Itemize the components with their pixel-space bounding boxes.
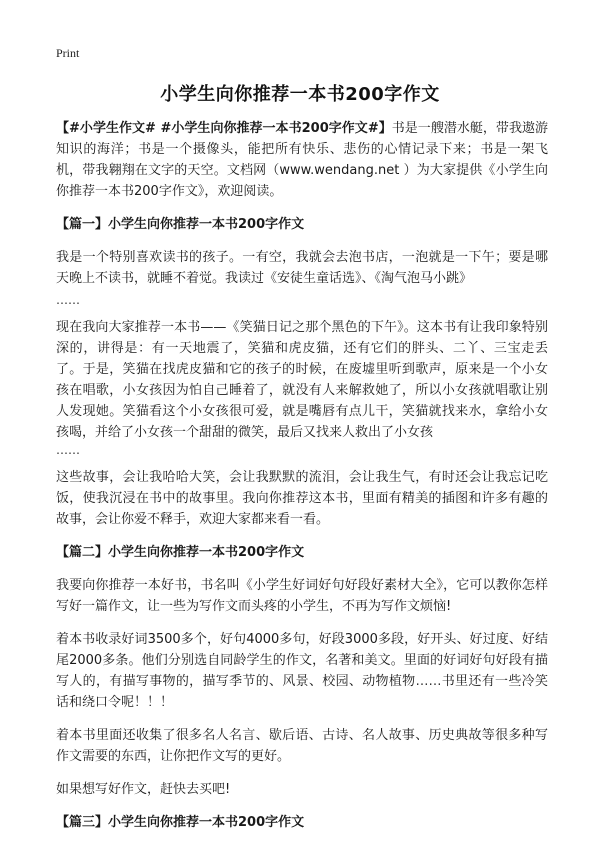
section-1-paragraph-1: 我是一个特别喜欢读书的孩子。一有空，我就会去泡书店，一泡就是一下午；要是哪天晚上不读书，就睡不着觉。我读过《安徒生童话选》、《淘气泡马小跳》 [56, 250, 548, 286]
ellipsis-2: …… [56, 443, 80, 457]
section-2-paragraph-2-tail: 书里还有一些冷笑话和绕口令呢！！！ [56, 674, 548, 710]
section-1-paragraph-3: 这些故事，会让我哈哈大笑，会让我默默的流泪，会让我生气，有时还会让我忘记吃饭，使我沉浸在书中的故事里。我向你推荐这本书，里面有精美的插图和许多有趣的故事，会让你爱不释手，欢迎大家都来看一看。 [56, 470, 548, 527]
section-2-paragraph-4: 如果想写好作文，赶快去买吧! [56, 782, 231, 797]
section-heading-2: 【篇二】小学生向你推荐一本书200字作文 [56, 545, 305, 560]
intro-tag: 【#小学生作文# #小学生向你推荐一本书200字作文#】 [56, 121, 392, 136]
intro-text: 书是一艘潜水艇，带我遨游知识的海洋；书是一个摄像头，能把所有快乐、悲伤的心情记录下来；书是一架飞机，带我翱翔在文字的天空。文档网（www.wendang.net ）为大家提供《小学生向你推荐一本书200字作文》，欢迎阅读。 [56, 121, 548, 199]
ellipsis-1: …… [56, 293, 80, 307]
page-title: 小学生向你推荐一本书200字作文 [160, 84, 440, 105]
intro-paragraph [56, 118, 548, 202]
section-2-paragraph-1: 我要向你推荐一本好书，书名叫《小学生好词好句好段好素材大全》，它可以教你怎样写好一篇作文，让一些为写作文而头疼的小学生，不再为写作文烦恼! [56, 578, 548, 614]
section-2-paragraph-2 [56, 629, 548, 713]
section-heading-3: 【篇三】小学生向你推荐一本书200字作文 [56, 815, 305, 830]
section-heading-1: 【篇一】小学生向你推荐一本书200字作文 [56, 217, 305, 232]
article-body [56, 118, 548, 845]
print-link[interactable]: Print [56, 46, 80, 60]
section-2-paragraph-3: 着本书里面还收集了很多名人名言、歇后语、古诗、名人故事、历史典故等很多种写作文需要的东西，让你把作文写的更好。 [56, 728, 548, 764]
section-1-paragraph-2: 现在我向大家推荐一本书——《笑猫日记之那个黑色的下午》。这本书有让我印象特别深的，讲得是：有一天地震了，笑猫和虎皮猫，还有它们的胖头、二丫、三宝走丢了。于是，笑猫在找虎皮猫和它的孩子的时候，在废墟里听到歌声，原来是一个小女孩在唱歌，小女孩因为怕自己睡着了，就没有人来解救她了，所以小女孩就唱歌让别人发现她。笑猫看这个小女孩很可爱，就是嘴唇有点儿干，笑猫就找来水，拿给小女孩喝，并给了小女孩一个甜甜的微笑，最后又找来人救出了小女孩 [56, 320, 548, 440]
inline-ellipsis: …… [415, 674, 442, 689]
section-2-paragraph-2-text: 着本书收录好词3500多个，好句4000多句，好段3000多段，好开头、好过度、好结尾2000多条。他们分别选自同龄学生的作文，名著和美文。里面的好词好句好段有描写人的，有描写事物的，描写季节的、风景、校园、动物植物 [56, 632, 548, 689]
